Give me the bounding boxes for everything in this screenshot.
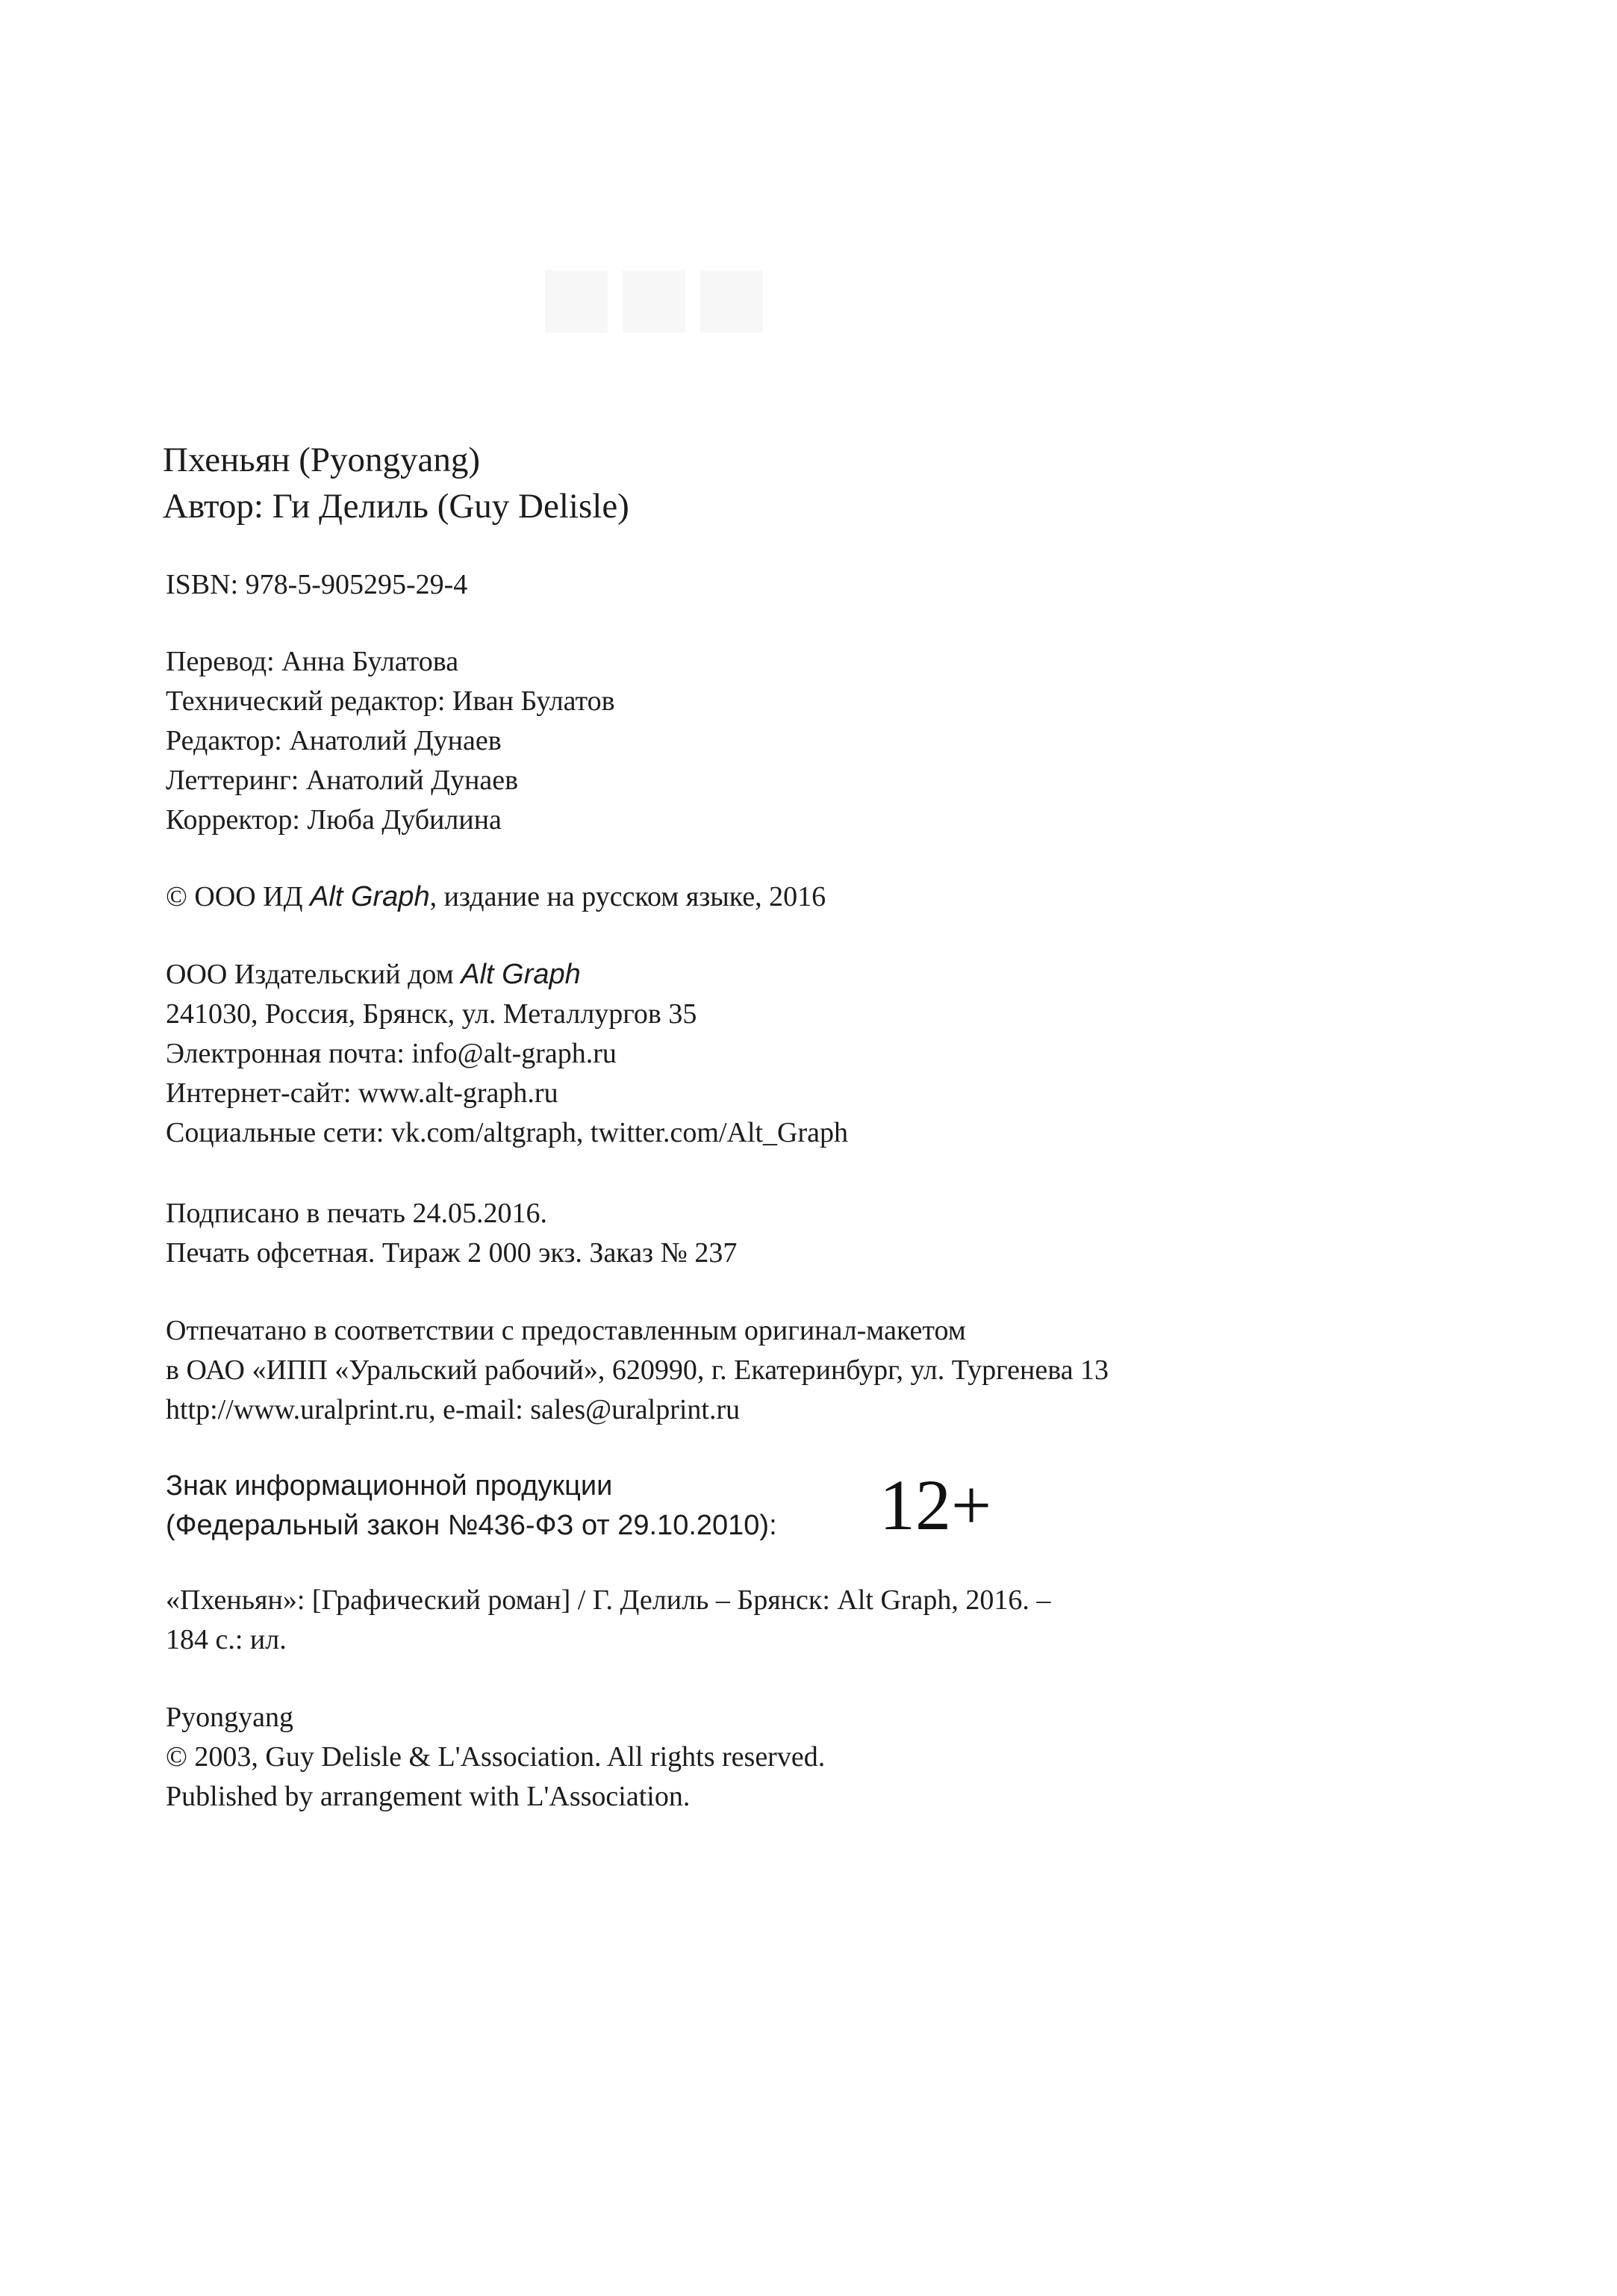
age-rating-badge: 12+ — [879, 1465, 992, 1545]
citation-line-2: 184 с.: ил. — [166, 1624, 287, 1655]
age-rating-law: (Федеральный закон №436-ФЗ от 29.10.2010): — [166, 1510, 777, 1541]
original-title: Pyongyang — [166, 1702, 293, 1733]
book-author: Автор: Ги Делиль (Guy Delisle) — [163, 487, 629, 526]
credit-proofreader: Корректор: Люба Дубилина — [166, 804, 502, 836]
printer-info — [166, 1311, 1109, 1430]
publisher-social: Социальные сети: vk.com/altgraph, twitter.com/Alt_Graph — [166, 1117, 849, 1148]
bibliographic-citation — [166, 1581, 1050, 1660]
book-title-block — [163, 437, 629, 529]
copyright-prefix: © ООО ИД — [166, 881, 311, 912]
publisher-website: Интернет-сайт: www.alt-graph.ru — [166, 1077, 558, 1109]
publisher-name — [166, 955, 848, 995]
citation-line-1: «Пхеньян»: [Графический роман] / Г. Делиль – Брянск: Alt Graph, 2016. – — [166, 1584, 1051, 1616]
credit-lettering: Леттеринг: Анатолий Дунаев — [166, 765, 519, 796]
publisher-brand: Alt Graph — [310, 881, 430, 912]
printer-line-1: Отпечатано в соответствии с предоставленным оригинал-макетом — [166, 1315, 966, 1346]
publisher-name-prefix: ООО Издательский дом — [166, 959, 461, 990]
credit-editor: Редактор: Анатолий Дунаев — [166, 725, 502, 756]
publisher-info — [166, 955, 848, 1153]
publisher-name-brand: Alt Graph — [461, 959, 581, 990]
book-title: Пхеньян (Pyongyang) — [163, 441, 481, 479]
publisher-email: Электронная почта: info@alt-graph.ru — [166, 1038, 617, 1069]
original-edition-info — [166, 1698, 825, 1817]
credits-list — [166, 642, 615, 840]
printer-line-3: http://www.uralprint.ru, e-mail: sales@uralprint.ru — [166, 1394, 741, 1425]
show-through-mark: ■■■ — [538, 246, 770, 342]
copyright-suffix: , издание на русском языке, 2016 — [429, 881, 826, 912]
printer-line-2: в ОАО «ИПП «Уральский рабочий», 620990, г. Екатеринбург, ул. Тургенева 13 — [166, 1354, 1109, 1386]
russian-edition-copyright — [166, 877, 826, 917]
russian-copyright-line — [166, 877, 826, 917]
print-run: Печать офсетная. Тираж 2 000 экз. Заказ № 237 — [166, 1237, 738, 1269]
signed-to-print: Подписано в печать 24.05.2016. — [166, 1198, 548, 1229]
publisher-address: 241030, Россия, Брянск, ул. Металлургов 35 — [166, 998, 697, 1030]
isbn — [166, 565, 467, 605]
credit-translator: Перевод: Анна Булатова — [166, 646, 459, 677]
print-info — [166, 1194, 737, 1273]
age-rating-label: Знак информационной продукции — [166, 1470, 613, 1502]
credit-tech-editor: Технический редактор: Иван Булатов — [166, 685, 615, 717]
age-rating-notice — [166, 1466, 777, 1546]
original-arrangement: Published by arrangement with L'Association. — [166, 1781, 691, 1812]
original-copyright: © 2003, Guy Delisle & L'Association. All rights reserved. — [166, 1741, 826, 1773]
isbn-text: ISBN: 978-5-905295-29-4 — [166, 569, 468, 600]
